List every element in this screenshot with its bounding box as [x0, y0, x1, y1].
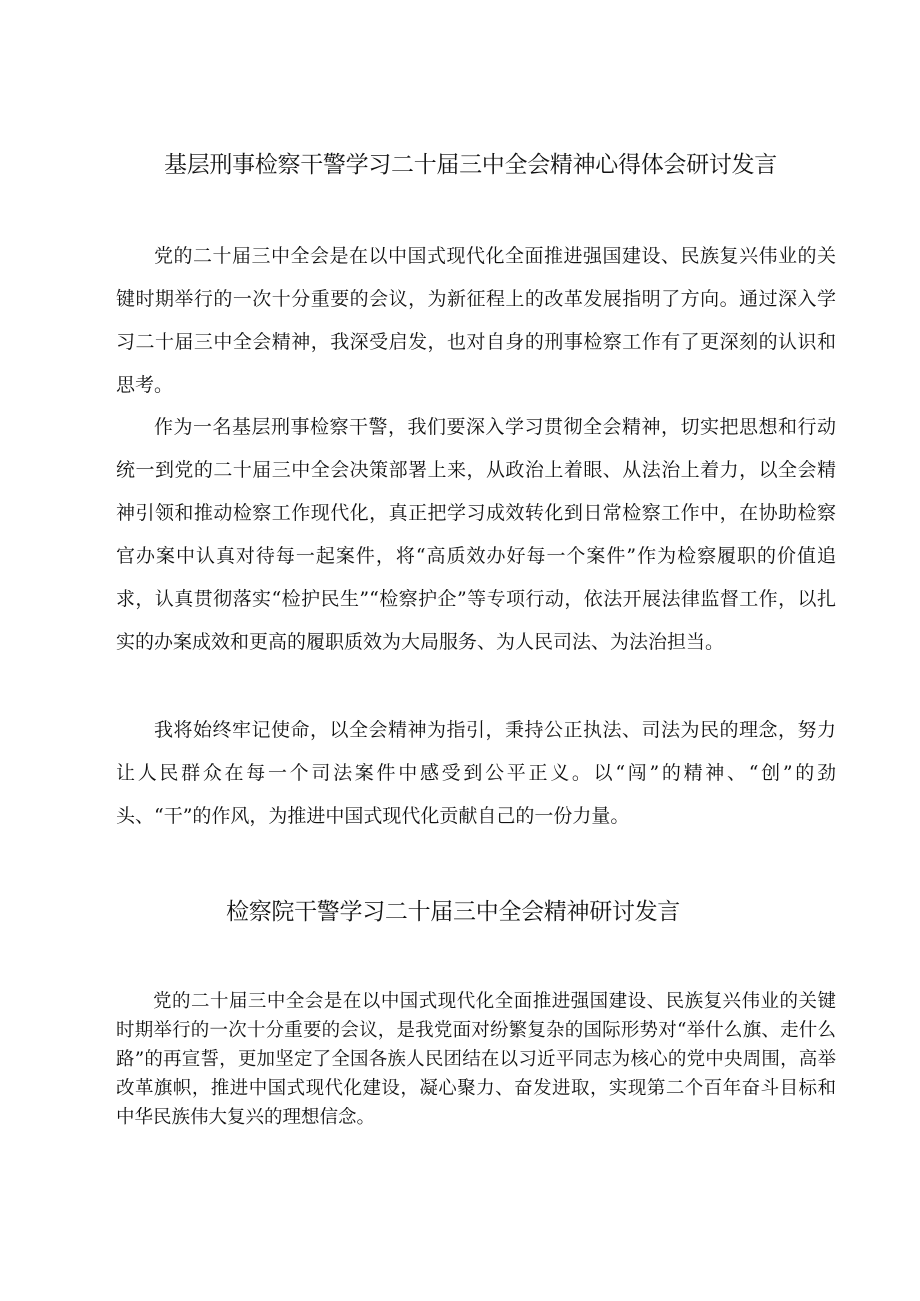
section-1-paragraph-2: 作为一名基层刑事检察干警，我们要深入学习贯彻全会精神，切实把思想和行动统一到党的二十届三中全会决策部署上来，从政治上着眼、从法治上着力，以全会精神引领和推动检察工作现代化，真正把学习成效转化到日常检察工作中，在协助检察官办案中认真对待每一起案件，将“高质效办好每一个案件”作为检察履职的价值追求，认真贯彻落实“检护民生”“检察护企”等专项行动，依法开展法律监督工作，以扎实的办案成效和更高的履职质效为大局服务、为人民司法、为法治担当。 — [116, 416, 836, 653]
section-2-paragraph-1: 党的二十届三中全会是在以中国式现代化全面推进强国建设、民族复兴伟业的关键时期举行的一次十分重要的会议，是我党面对纷繁复杂的国际形势对“举什么旗、走什么路”的再宣誓，更加坚定了全国各族人民团结在以习近平同志为核心的党中央周围，高举改革旗帜，推进中国式现代化建设，凝心聚力、奋发进取，实现第二个百年奋斗目标和中华民族伟大复兴的理想信念。 — [116, 991, 836, 1128]
section-1-paragraph-1: 党的二十届三中全会是在以中国式现代化全面推进强国建设、民族复兴伟业的关键时期举行的一次十分重要的会议，为新征程上的改革发展指明了方向。通过深入学习二十届三中全会精神，我深受启发，也对自身的刑事检察工作有了更深刻的认识和思考。 — [116, 245, 836, 396]
section-1-title: 基层刑事检察干警学习二十届三中全会精神心得体会研讨发言 — [164, 152, 777, 178]
section-2-title: 检察院干警学习二十届三中全会精神研讨发言 — [226, 899, 681, 925]
section-1-paragraph-3: 我将始终牢记使命，以全会精神为指引，秉持公正执法、司法为民的理念，努力让人民群众在每一个司法案件中感受到公平正义。以“闯”的精神、“创”的劲头、“干”的作风，为推进中国式现代化贡献自己的一份力量。 — [116, 719, 836, 827]
